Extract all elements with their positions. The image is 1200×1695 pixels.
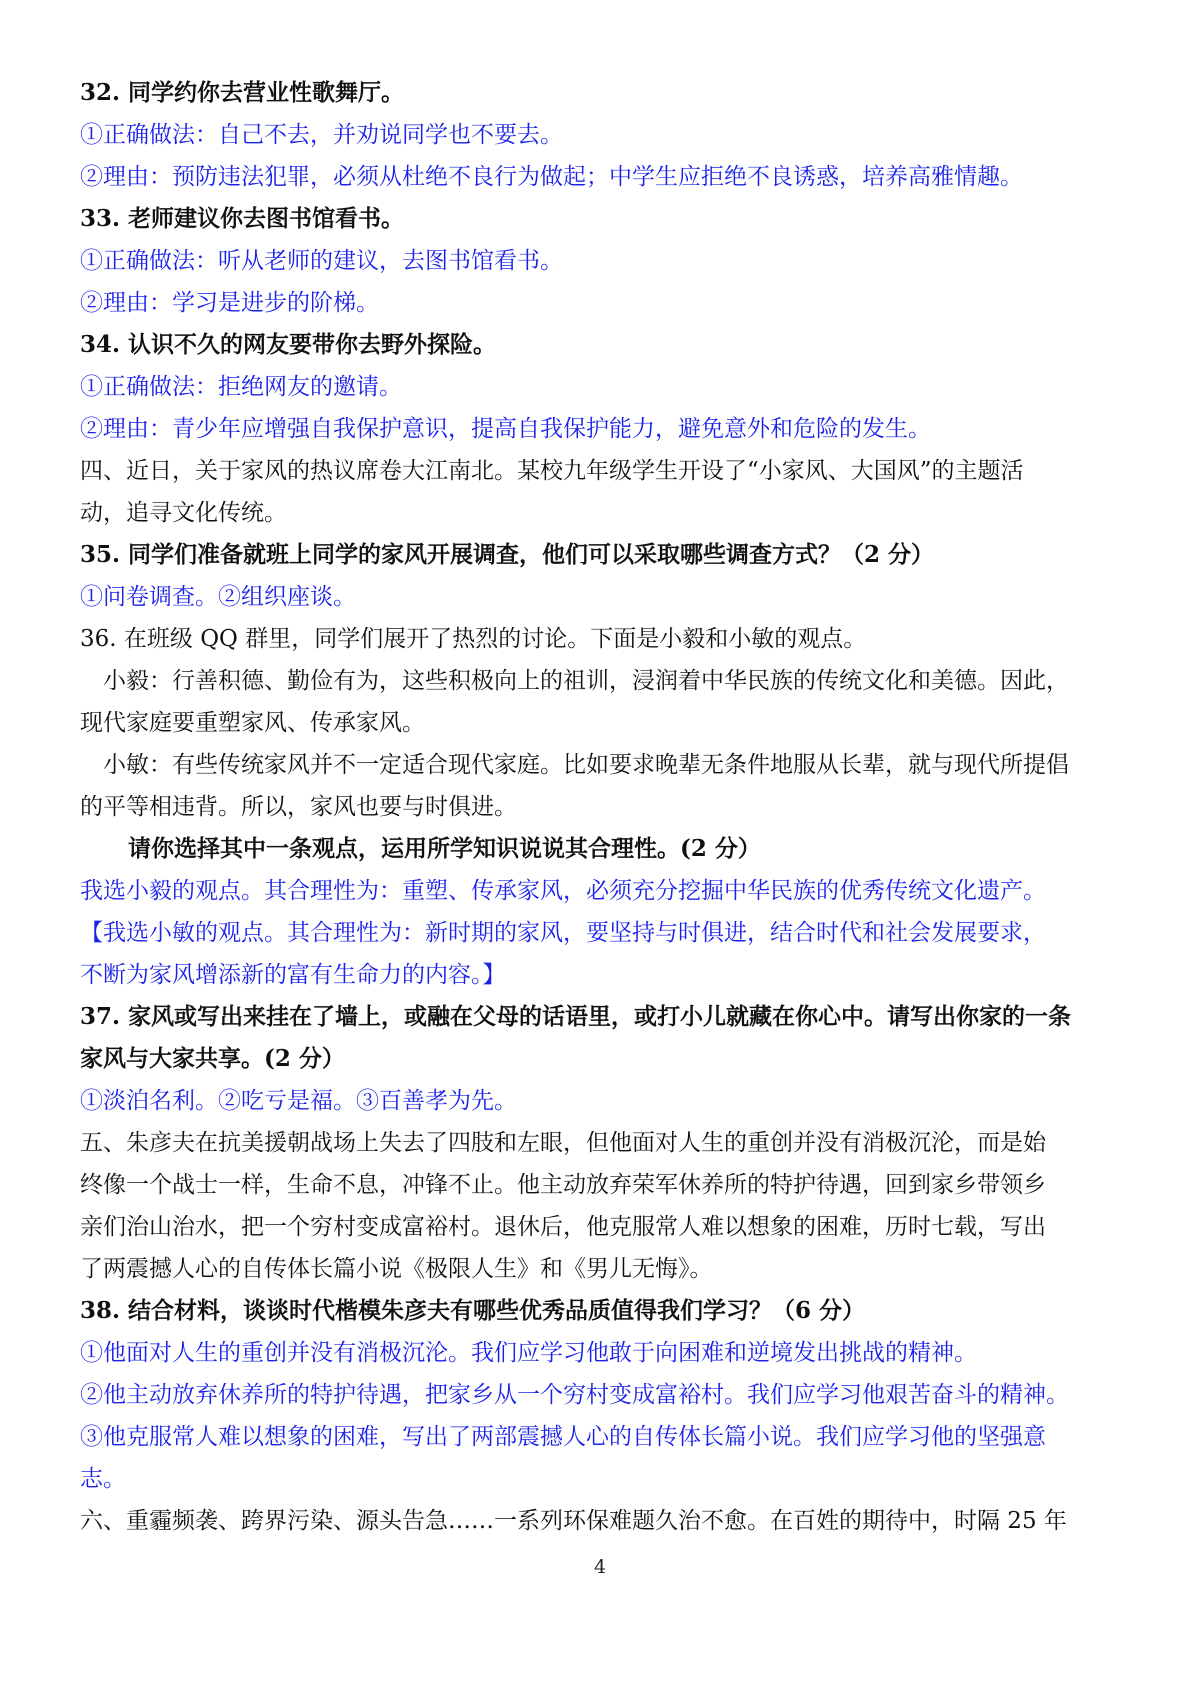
question-line: 34. 认识不久的网友要带你去野外探险。 [80,331,497,358]
answer-line: 【我选小敏的观点。其合理性为：新时期的家风，要坚持与时俱进，结合时代和社会发展要求， [80,920,1046,946]
answer-line: ③他克服常人难以想象的困难，写出了两部震撼人心的自传体长篇小说。我们应学习他的坚强意 [80,1424,1046,1450]
text-line: 亲们治山治水，把一个穷村变成富裕村。退休后，他克服常人难以想象的困难，历时七载，写出 [80,1214,1046,1240]
answer-line: 不断为家风增添新的富有生命力的内容。】 [80,962,506,988]
text-line: 现代家庭要重塑家风、传承家风。 [80,710,425,736]
answer-line: ②他主动放弃休养所的特护待遇，把家乡从一个穷村变成富裕村。我们应学习他艰苦奋斗的精神。 [80,1382,1069,1408]
question-line: 请你选择其中一条观点，运用所学知识说说其合理性。(2 分） [128,835,761,862]
question-line: 33. 老师建议你去图书馆看书。 [80,205,405,232]
text-line: 四、近日，关于家风的热议席卷大江南北。某校九年级学生开设了“小家风、大国风”的主题活 [80,458,1024,484]
answer-line: 我选小毅的观点。其合理性为：重塑、传承家风，必须充分挖掘中华民族的优秀传统文化遗产。 [80,878,1046,904]
text-line: 小毅：行善积德、勤俭有为，这些积极向上的祖训，浸润着中华民族的传统文化和美德。因此， [103,668,1069,694]
text-line: 36. 在班级 QQ 群里，同学们展开了热烈的讨论。下面是小毅和小敏的观点。 [80,626,867,652]
answer-line: ①正确做法：自己不去，并劝说同学也不要去。 [80,122,563,148]
answer-line: 志。 [80,1466,126,1492]
question-line: 37. 家风或写出来挂在了墙上，或融在父母的话语里，或打小儿就藏在你心中。请写出你家的一条 [80,1003,1072,1030]
answer-line: ①问卷调查。②组织座谈。 [80,584,356,610]
answer-line: ②理由：青少年应增强自我保护意识，提高自我保护能力，避免意外和危险的发生。 [80,416,931,442]
answer-line: ①淡泊名利。②吃亏是福。③百善孝为先。 [80,1088,517,1114]
question-line: 38. 结合材料，谈谈时代楷模朱彦夫有哪些优秀品质值得我们学习？（6 分） [80,1297,866,1324]
answer-line: ②理由：学习是进步的阶梯。 [80,290,379,316]
page-number: 4 [593,1556,607,1578]
answer-line: ①正确做法：听从老师的建议，去图书馆看书。 [80,248,563,274]
text-line: 终像一个战士一样，生命不息，冲锋不止。他主动放弃荣军休养所的特护待遇，回到家乡带领乡 [80,1172,1046,1198]
question-line: 32. 同学约你去营业性歌舞厅。 [80,79,405,106]
answer-line: ②理由：预防违法犯罪，必须从杜绝不良行为做起；中学生应拒绝不良诱惑，培养高雅情趣。 [80,164,1023,190]
text-line: 五、朱彦夫在抗美援朝战场上失去了四肢和左眼，但他面对人生的重创并没有消极沉沦，而是始 [80,1130,1046,1156]
text-line: 小敏：有些传统家风并不一定适合现代家庭。比如要求晚辈无条件地服从长辈，就与现代所提倡 [103,752,1069,778]
question-line: 35. 同学们准备就班上同学的家风开展调查，他们可以采取哪些调查方式？（2 分） [80,541,935,568]
document-body [80,72,1130,1542]
text-line: 动，追寻文化传统。 [80,500,287,526]
text-line: 六、重霾频袭、跨界污染、源头告急……一系列环保难题久治不愈。在百姓的期待中，时隔 25 年 [80,1508,1067,1534]
answer-line: ①他面对人生的重创并没有消极沉沦。我们应学习他敢于向困难和逆境发出挑战的精神。 [80,1340,977,1366]
question-line: 家风与大家共享。(2 分） [80,1045,345,1072]
answer-line: ①正确做法：拒绝网友的邀请。 [80,374,402,400]
text-line: 了两震撼人心的自传体长篇小说《极限人生》和《男儿无悔》。 [80,1256,713,1282]
text-line: 的平等相违背。所以，家风也要与时俱进。 [80,794,517,820]
